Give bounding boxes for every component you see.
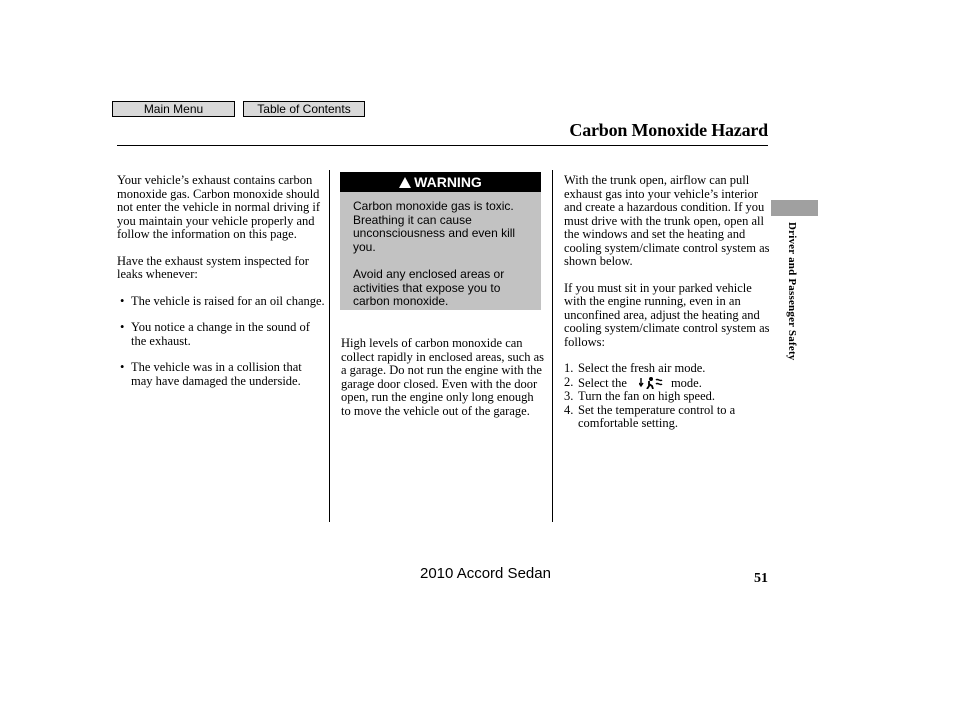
header-rule [117,145,768,146]
section-tab [771,200,818,216]
warning-label: WARNING [414,174,482,190]
list-item: • You notice a change in the sound of the exhaust. [117,321,325,348]
column-divider-right [552,170,553,522]
garage-paragraph: High levels of carbon monoxide can collect rapidly in enclosed areas, such as a garage. Do not run the engine with the garage door closed. Even with the door open, run the engine only long enough to move the vehicle out of the garage. [341,336,545,418]
steps-list [564,362,770,431]
inspect-paragraph: Have the exhaust system inspected for leaks whenever: [117,253,309,281]
footer-model: 2010 Accord Sedan [420,565,551,582]
intro-paragraph: Your vehicle’s exhaust contains carbon monoxide gas. Carbon monoxide should not enter the vehicle in normal driving if you maintain your vehicle properly and follow the information on this page. [117,173,321,241]
list-item: 3. Turn the fan on high speed. [564,389,716,403]
section-label: Driver and Passenger Safety [786,222,798,361]
inspection-list [117,295,325,389]
main-menu-button[interactable]: Main Menu [112,101,235,117]
left-column [117,174,325,401]
list-item: • The vehicle is raised for an oil change. [117,295,325,309]
list-item: 1. Select the fresh air mode. [564,361,706,375]
warning-text [353,200,533,323]
list-item: • The vehicle was in a collision that may have damaged the underside. [117,361,325,388]
middle-column [341,337,546,431]
list-item: 4. Set the temperature control to a comfortable setting. [564,402,736,430]
page-title: Carbon Monoxide Hazard [569,120,768,140]
list-item: 2. Select the mode. [564,374,702,390]
page-number: 51 [754,571,768,586]
vent-mode-icon [639,376,665,389]
warning-paragraph: Avoid any enclosed areas or activities that expose you to carbon monoxide. [353,267,505,308]
parked-paragraph: If you must sit in your parked vehicle with the engine running, even in an unconfined area, adjust the heating and cooling system/climate control system as follows: [564,280,770,349]
right-column [564,174,770,431]
warning-header [340,172,541,192]
column-divider-left [329,170,330,522]
table-of-contents-button[interactable]: Table of Contents [243,101,365,117]
warning-triangle-icon [399,177,411,188]
trunk-paragraph: With the trunk open, airflow can pull exhaust gas into your vehicle’s interior and create a hazardous condition. If you must drive with the trunk open, open all the windows and set the heating and cooling system/climate control system as shown below. [564,173,770,268]
warning-paragraph: Carbon monoxide gas is toxic. Breathing it can cause unconsciousness and even kill you. [353,199,516,254]
